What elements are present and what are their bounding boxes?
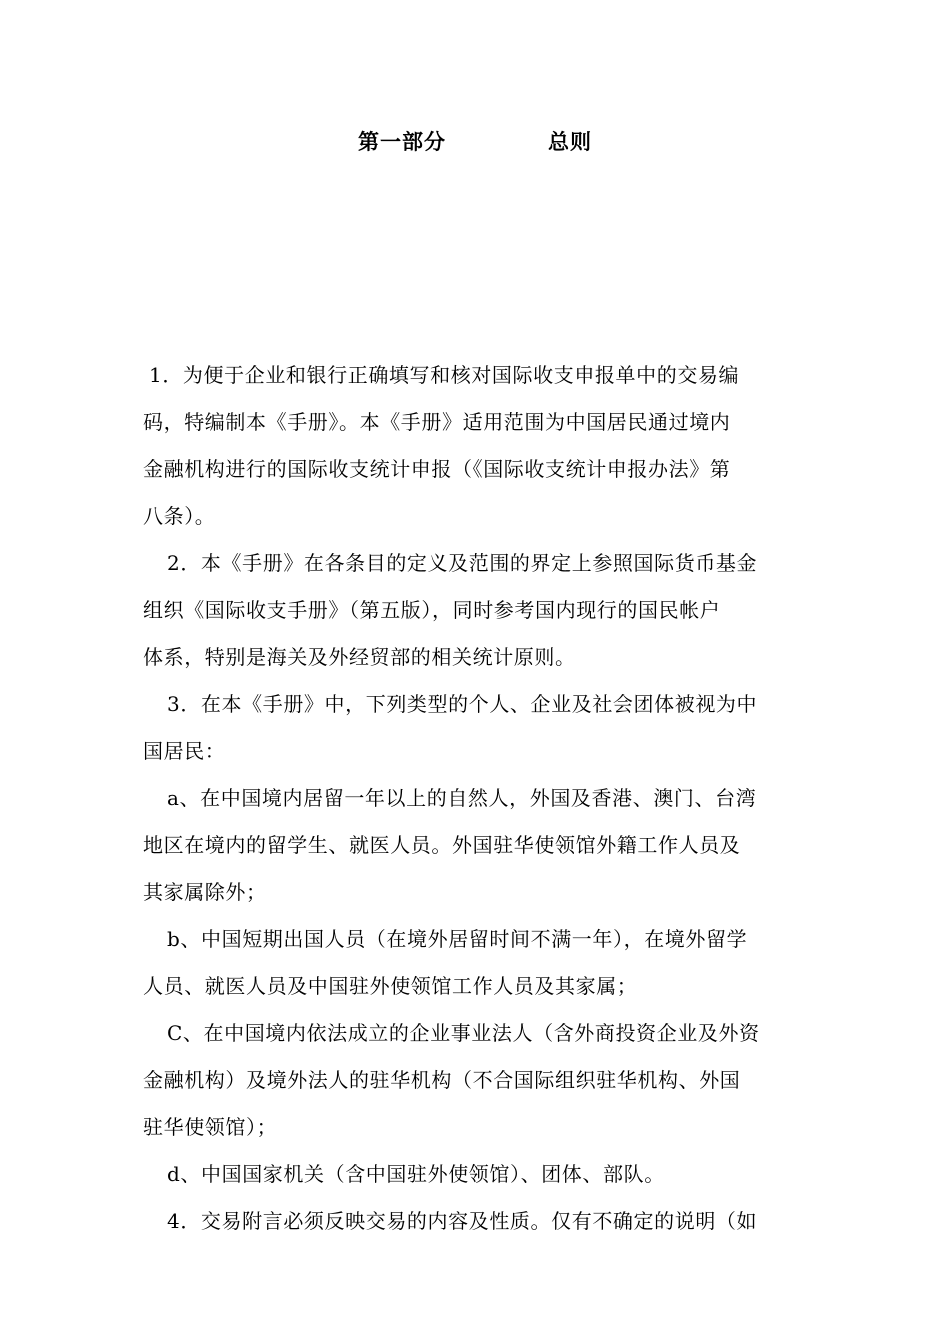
text-line: 组织《国际收支手册》（第五版），同时参考国内现行的国民帐户 [143,598,721,622]
text-line: 八条）。 [143,504,216,528]
text-line: 其家属除外； [143,880,267,904]
text-line: 国居民： [143,739,226,763]
text-line: d、中国国家机关（含中国驻外使领馆）、团体、部队。 [167,1162,665,1186]
text-line: 金融机构进行的国际收支统计申报（《国际收支统计申报办法》第 [143,457,731,481]
heading-title: 总则 [548,130,592,154]
body-text [143,352,807,1245]
text-line: 4．交易附言必须反映交易的内容及性质。仅有不确定的说明（如 [167,1209,758,1233]
text-line: 地区在境内的留学生、就医人员。外国驻华使领馆外籍工作人员及 [143,833,741,857]
text-line: 1．为便于企业和银行正确填写和核对国际收支申报单中的交易编 [149,363,740,387]
text-line: b、中国短期出国人员（在境外居留时间不满一年），在境外留学 [167,927,748,951]
text-line: a、在中国境内居留一年以上的自然人，外国及香港、澳门、台湾 [167,786,757,810]
text-line: C、在中国境内依法成立的企业事业法人（含外商投资企业及外资 [167,1021,760,1045]
section-heading [0,126,950,158]
text-line: 体系，特别是海关及外经贸部的相关统计原则。 [143,645,576,669]
text-line: 驻华使领馆）； [143,1115,278,1139]
heading-part: 第一部分 [358,130,446,154]
text-line: 码，特编制本《手册》。本《手册》适用范围为中国居民通过境内 [143,410,731,434]
text-line: 2．本《手册》在各条目的定义及范围的界定上参照国际货币基金 [167,551,758,575]
text-line: 人员、就医人员及中国驻外使领馆工作人员及其家属； [143,974,638,998]
text-line: 3．在本《手册》中，下列类型的个人、企业及社会团体被视为中 [167,692,758,716]
text-line: 金融机构）及境外法人的驻华机构（不合国际组织驻华机构、外国 [143,1068,741,1092]
